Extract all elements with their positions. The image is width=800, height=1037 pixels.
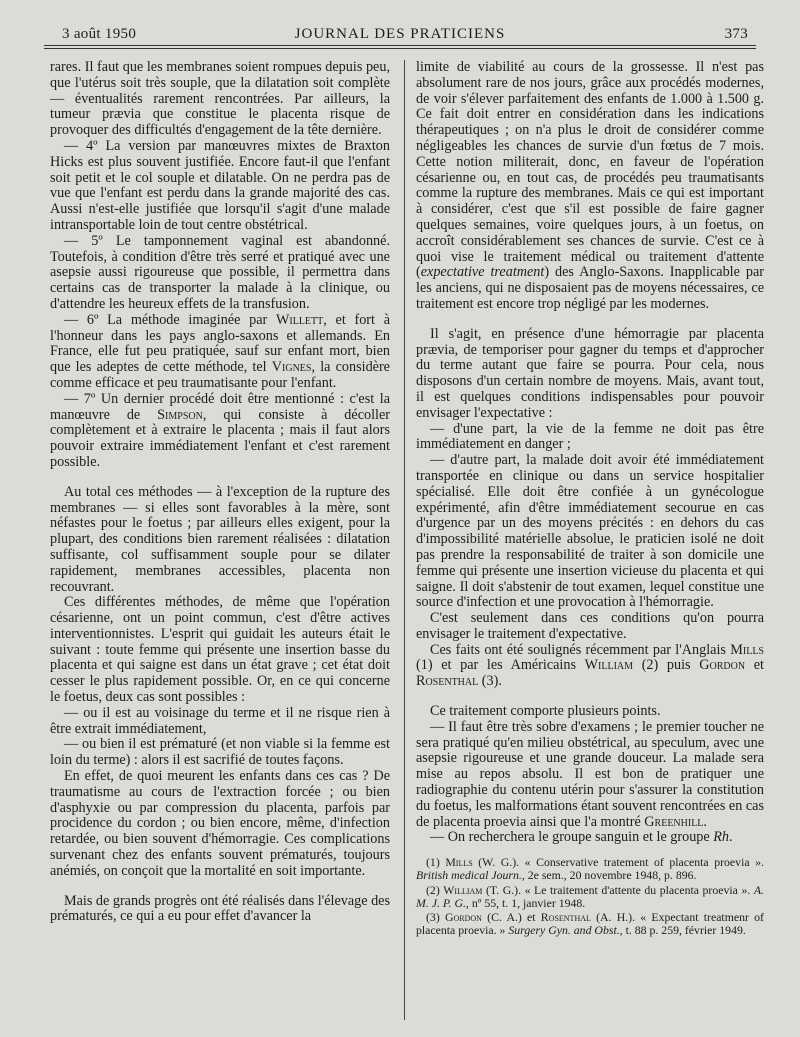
paragraph: Ce traitement comporte plusieurs points. [430, 703, 661, 720]
paragraph: — ou il est au voisinage du terme et il ne risque rien à être extrait immédiatement, [50, 704, 390, 737]
paragraph: — d'une part, la vie de la femme ne doit pas être immédiatement en danger ; [416, 420, 764, 453]
paragraph: — 7º Un dernier procédé doit être mentionné : c'est la manœuvre de Simpson, qui consiste à décoller complètement et à extraire le placenta ; mais il faut alors pouvoir extraire immédiatement l'enfant et c'est rarement possible. [50, 390, 390, 470]
author-name: Greenhill [644, 813, 704, 830]
author-name: William [584, 657, 634, 674]
paragraph: rares. Il faut que les membranes soient rompues depuis peu, que l'utérus soit très souple, que la dilatation soit complète — éventualités rarement rencontrées. Par ailleurs, la tumeur prævia que constitue le placenta risque de provoquer des difficultés d'engagement de la tête dernière. [50, 59, 390, 139]
journal-title: JOURNAL DES PRATICIENS [294, 26, 506, 42]
paragraph: — 4º La version par manœuvres mixtes de Braxton Hicks est plus souvent justifiée. Encore faut-il que l'enfant soit petit et le col souple et dilatable. On ne perdra pas de vue que l'enfant est perdu dans la grande majorité des cas. Aussi n'est-elle justifiée que lorsqu'il s'agit d'une malade intransportable loin de tout centre obstétrical. [50, 137, 390, 233]
page-number: 373 [724, 26, 748, 42]
paragraph: En effet, de quoi meurent les enfants dans ces cas ? De traumatisme au cours de l'extraction forcée ; ou bien d'asphyxie ou par compression du placenta, parfois par procidence du cordon ; ou bien encore, même, d'infection retardée, ou bien souvent d'hémorragie. Ces complications survenant chez des enfants souvent prématurés, toujours anémiés, on conçoit que la mortalité en soit importante. [50, 768, 390, 879]
footnote: (1) Mills (W. G.). « Conservative tratement of placenta proevia ». British medical Journ., 2e sem., 20 novembre 1948, p. 896. [416, 855, 764, 883]
paragraph: limite de viabilité au cours de la grossesse. Il n'est pas absolument rare de nos jours, grâce aux procédés modernes, de voir s'élever parfaitement des enfants de 1.000 à 1.500 g. Ce fait doit entrer en considération dans les indications thérapeutiques ; on n'a plus le droit de considérer comme négligeables les chances de survie d'un fœtus de 7 mois. Cette notion militerait, donc, en faveur de l'opération césarienne ou, en tout cas, de procédés peu traumatisants comme la rupture des membranes. Mais ce qui est important à considérer, c'est que s'il est possible de faire gagner quelques semaines, voire quelques jours, à un foetus, on accroît considérablement ses chances de survie. C'est ce à quoi vise le traitement médical ou traitement d'attente (expectative treatment) des Anglo-Saxons. Inapplicable par les anciens, qui ne disposaient pas de moyens nécessaires, ce traitement est encore trop négligé par les modernes. [416, 59, 764, 312]
author-name: Mills [730, 641, 764, 658]
paragraph: Ces faits ont été soulignés récemment par l'Anglais Mills (1) et par les Américains William (2) puis Gordon et Rosenthal (3). [416, 641, 764, 690]
footnote: (3) Gordon (C. A.) et Rosenthal (A. H.). « Expectant treatmenr of placenta proevia. » Surgery Gyn. and Obst., t. 88 p. 259, février 1949. [416, 910, 764, 938]
author-name: Willett [275, 311, 324, 328]
paragraph: — On recherchera le groupe sanguin et le groupe Rh. [430, 829, 733, 846]
paragraph: Au total ces méthodes — à l'exception de la rupture des membranes — si elles sont favorables à la mère, sont néfastes pour le foetus ; par ailleurs elles exigent, pour la plupart, des conditions bien rarement réalisées : dilatation suffisante, col suffisamment souple pour se dilater rapidement, membranes accessibles, placenta non recouvrant. [50, 483, 390, 595]
paragraph: — 5º Le tamponnement vaginal est abandonné. Toutefois, à condition d'être très serré et pratiqué avec une asepsie aussi rigoureuse que possible, il permettra dans certains cas de transporter la malade à la clinique, ou d'attendre les heureux effets de la transfusion. [50, 232, 390, 312]
paragraph: — ou bien il est prématuré (et non viable si la femme est loin du terme) : alors il est sacrifié de toutes façons. [50, 736, 390, 769]
author-name: Vignes [271, 359, 312, 376]
left-column [50, 60, 390, 925]
paragraph: — d'autre part, la malade doit avoir été immédiatement transportée en clinique ou dans un service hospitalier spécialisé. Elle doit être confiée à un gynécologue expérimenté, afin d'être immédiatement secourue en cas d'urgence par un des moyens précités : en dehors du cas d'impossibilité matérielle absolue, le praticien isolé ne doit pas prendre la responsabilité de traiter à son domicile une femme qui présente une insertion vicieuse du placenta et qui saigne. Il doit s'abstenir de tout examen, lequel constitue une source d'infection et une provocation à l'hémorragie. [416, 452, 764, 611]
paragraph: — 6º La méthode imaginée par Willett, et fort à l'honneur dans les pays anglo-saxons et allemands. En France, elle fut peu pratiquée, sauf sur enfant mort, bien que les adeptes de cette méthode, tel Vignes, la considère comme efficace et peu traumatisante pour l'enfant. [50, 311, 390, 391]
header-rule-top [44, 45, 756, 46]
footnotes [416, 856, 764, 937]
header-rule-bottom [44, 48, 756, 49]
paragraph: Mais de grands progrès ont été réalisés dans l'élevage des prématurés, ce qui a eu pour effet d'avancer la [50, 892, 391, 925]
author-name: Gordon [699, 657, 746, 674]
paragraph: C'est seulement dans ces conditions qu'on pourra envisager le traitement d'expectative. [416, 610, 764, 642]
issue-date: 3 août 1950 [62, 26, 137, 42]
right-column [416, 60, 764, 938]
column-divider [404, 60, 405, 1020]
paragraph: Ces différentes méthodes, de même que l'opération césarienne, ont un point commun, c'est d'être actives interventionnistes. L'esprit qui guidait les auteurs était le suivant : toute femme qui présente une insertion basse du placenta et qui saigne est dans un état grave ; cet état doit cesser le plus rapidement possible. Or, en ce qui concerne le foetus, deux cas sont possibles : [50, 594, 390, 706]
footnote: (2) William (T. G.). « Le traitement d'attente du placenta proevia ». A. M. J. P. G., nº 55, t. 1, janvier 1948. [416, 882, 764, 910]
author-name: Simpson [157, 406, 203, 423]
author-name: Rosenthal [416, 673, 479, 690]
paragraph: Il s'agit, en présence d'une hémorragie par placenta prævia, de temporiser pour gagner du temps et d'approcher du terme autant que faire se pourra. Pour cela, nous disposons d'un certain nombre de moyens. Mais, avant tout, il est quelques conditions indispensables pour pouvoir envisager l'expectative : [416, 325, 764, 421]
running-header [44, 22, 756, 46]
paragraph: — Il faut être très sobre d'examens ; le premier toucher ne sera pratiqué qu'en milieu obstétrical, au speculum, avec une asepsie rigoureuse et une grande douceur. La malade sera mise au repos absolu. Il est bon de pratiquer une radiographie du contenu utérin pour s'assurer la constitution du foetus, les malformations étant souvent rencontrées en cas de placenta proevia ainsi que l'a montré Greenhill. [416, 718, 764, 830]
